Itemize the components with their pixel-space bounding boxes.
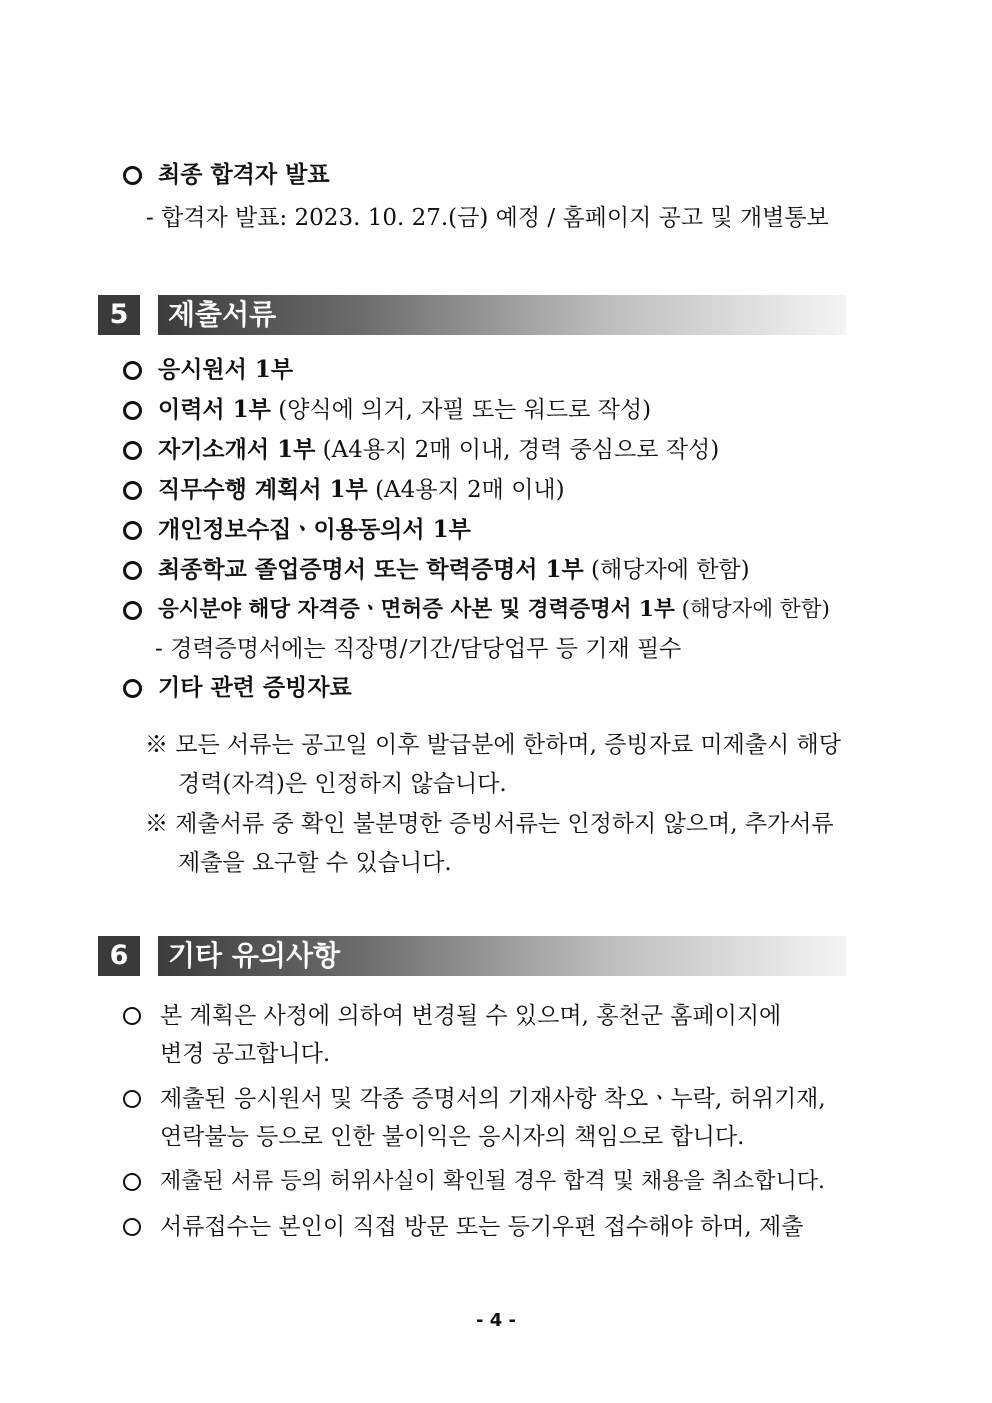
note-line: 경력(자격)은 인정하지 않습니다. <box>178 771 507 797</box>
notice-line: 제출된 서류 등의 허위사실이 확인될 경우 합격 및 채용을 취소합니다. <box>160 1169 825 1194</box>
bullet-icon <box>123 481 142 500</box>
bullet-icon <box>123 521 142 540</box>
note-line: ※ 모든 서류는 공고일 이후 발급분에 한하며, 증빙자료 미제출시 해당 <box>145 732 841 758</box>
document-item: 이력서 1부 (양식에 의거, 자필 또는 워드로 작성) <box>158 396 652 423</box>
bullet-icon <box>123 1173 141 1191</box>
bullet-icon <box>123 166 142 185</box>
notice-line: 본 계획은 사정에 의하여 변경될 수 있으며, 홍천군 홈페이지에 <box>160 1003 782 1029</box>
document-item: 개인정보수집ㆍ이용동의서 1부 <box>158 516 471 543</box>
bullet-icon <box>123 561 142 580</box>
section-6-header <box>98 936 846 976</box>
note-line: 제출을 요구할 수 있습니다. <box>178 850 452 876</box>
bullet-icon <box>123 679 142 698</box>
document-item: 기타 관련 증빙자료 <box>158 674 352 701</box>
document-item: 응시원서 1부 <box>158 356 294 383</box>
document-item: 자기소개서 1부 (A4용지 2매 이내, 경력 중심으로 작성) <box>158 436 720 463</box>
bullet-icon <box>123 601 142 620</box>
document-item: 응시분야 해당 자격증ㆍ면허증 사본 및 경력증명서 1부 (해당자에 한함) <box>158 597 830 622</box>
bullet-icon <box>123 1090 141 1108</box>
note-line: ※ 제출서류 중 확인 불분명한 증빙서류는 인정하지 않으며, 추가서류 <box>145 811 834 837</box>
bullet-icon <box>123 361 142 380</box>
notice-line: 연락불능 등으로 인한 불이익은 응시자의 책임으로 합니다. <box>160 1124 745 1150</box>
page-number: - 4 - <box>476 1310 516 1331</box>
section-title-bar <box>158 936 846 976</box>
notice-line: 변경 공고합니다. <box>160 1041 331 1067</box>
document-item: 직무수행 계획서 1부 (A4용지 2매 이내) <box>158 476 565 503</box>
notice-line: 제출된 응시원서 및 각종 증명서의 기재사항 착오ㆍ누락, 허위기재, <box>160 1086 826 1112</box>
section-number: 5 <box>98 295 140 335</box>
career-cert-note: - 경력증명서에는 직장명/기간/담당업무 등 기재 필수 <box>155 636 682 662</box>
bullet-icon <box>123 441 142 460</box>
section-title: 기타 유의사항 <box>168 939 341 972</box>
section-title: 제출서류 <box>168 298 277 331</box>
final-announcement-title: 최종 합격자 발표 <box>158 161 330 188</box>
bullet-icon <box>123 1218 141 1236</box>
bullet-icon <box>123 1007 141 1025</box>
bullet-icon <box>123 401 142 420</box>
section-title-bar <box>158 295 846 335</box>
notice-line: 서류접수는 본인이 직접 방문 또는 등기우편 접수해야 하며, 제출 <box>160 1214 804 1240</box>
document-item: 최종학교 졸업증명서 또는 학력증명서 1부 (해당자에 한함) <box>158 556 750 583</box>
section-5-header <box>98 295 846 335</box>
section-number: 6 <box>98 936 140 976</box>
final-announcement-detail: - 합격자 발표: 2023. 10. 27.(금) 예정 / 홈페이지 공고 및 개별통보 <box>146 205 829 231</box>
